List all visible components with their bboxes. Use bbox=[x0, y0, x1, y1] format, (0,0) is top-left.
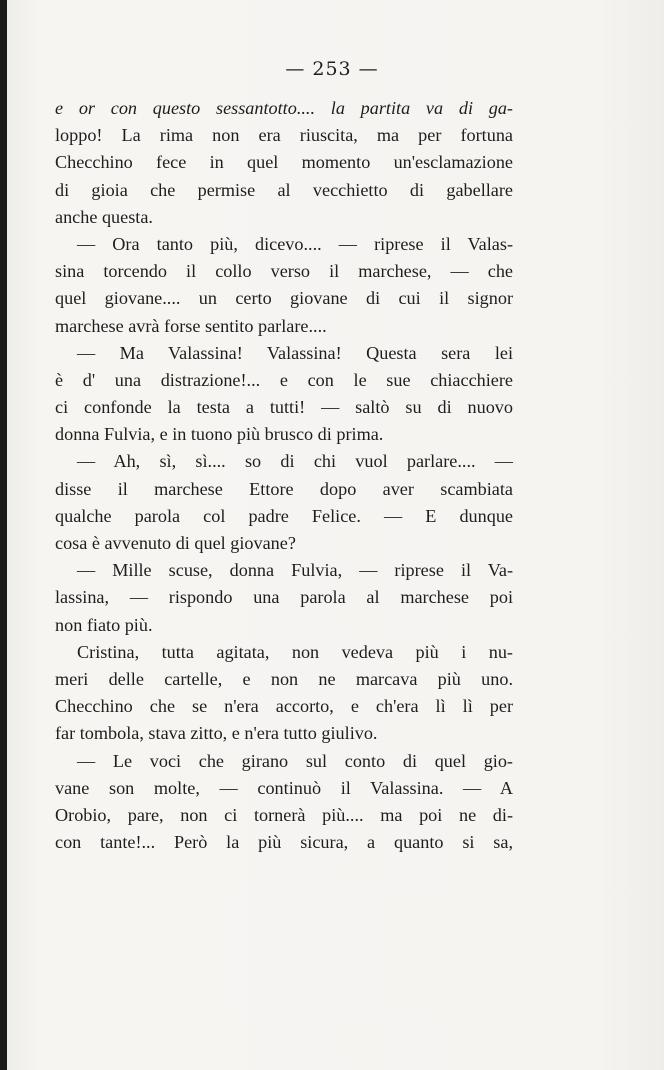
text-line: — Le voci che girano sul conto di quel gio- bbox=[77, 750, 513, 771]
text-line: vane son molte, — continuò il Valassina. — A bbox=[55, 777, 513, 798]
text-line: di gioia che permise al vecchietto di gabellare bbox=[55, 179, 513, 200]
text-line: loppo! La rima non era riuscita, ma per fortuna bbox=[55, 125, 513, 146]
text-line: sina torcendo il collo verso il marchese, — che bbox=[55, 261, 513, 282]
body-text bbox=[55, 95, 513, 856]
text-line: Orobio, pare, non ci tornerà più.... ma poi ne di- bbox=[55, 804, 513, 825]
text-line: e or con questo sessantotto.... la partita va di ga- bbox=[55, 98, 513, 118]
text-line: Checchino che se n'era accorto, e ch'era lì lì per bbox=[55, 696, 513, 717]
text-line: — Ora tanto più, dicevo.... — riprese il Valas- bbox=[77, 233, 513, 254]
text-line: — Ma Valassina! Valassina! Questa sera lei bbox=[77, 342, 513, 363]
text-line: marchese avrà forse sentito parlare.... bbox=[55, 315, 327, 336]
text-line: è d' una distrazione!... e con le sue chiacchiere bbox=[55, 369, 513, 390]
text-line: ci confonde la testa a tutti! — saltò su di nuovo bbox=[55, 397, 513, 418]
text-line: non fiato più. bbox=[55, 614, 153, 635]
text-line: — Mille scuse, donna Fulvia, — riprese il Va- bbox=[77, 560, 513, 581]
text-line: anche questa. bbox=[55, 206, 153, 227]
binding-edge bbox=[0, 0, 7, 1070]
page-number: — 253 — bbox=[285, 58, 379, 80]
text-line: con tante!... Però la più sicura, a quanto si sa, bbox=[55, 832, 513, 853]
text-line: — Ah, sì, sì.... so di chi vuol parlare.... — bbox=[77, 451, 513, 472]
text-line: disse il marchese Ettore dopo aver scambiata bbox=[55, 478, 513, 499]
text-line: qualche parola col padre Felice. — E dunque bbox=[55, 505, 513, 526]
text-line: Cristina, tutta agitata, non vedeva più i nu- bbox=[77, 641, 513, 662]
text-line: lassina, — rispondo una parola al marchese poi bbox=[55, 587, 513, 608]
text-line: quel giovane.... un certo giovane di cui il signor bbox=[55, 288, 513, 309]
text-line: Checchino fece in quel momento un'esclamazione bbox=[55, 152, 513, 173]
text-line: far tombola, stava zitto, e n'era tutto giulivo. bbox=[55, 723, 378, 744]
text-line: cosa è avvenuto di quel giovane? bbox=[55, 533, 296, 553]
text-line: donna Fulvia, e in tuono più brusco di prima. bbox=[55, 424, 384, 445]
text-line: meri delle cartelle, e non ne marcava più uno. bbox=[55, 668, 513, 689]
